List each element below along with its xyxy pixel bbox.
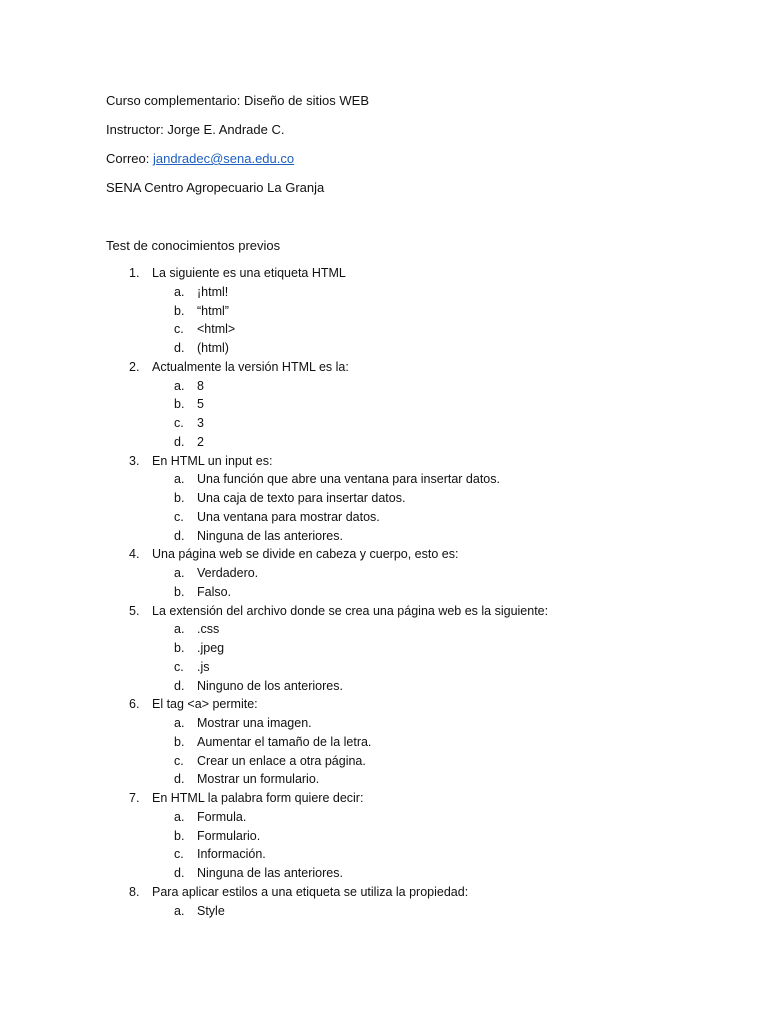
- answer-option: [0, 470, 768, 489]
- question-item: [0, 695, 768, 714]
- answer-option: [0, 564, 768, 583]
- question-text: El tag <a> permite:: [152, 697, 258, 712]
- option-letter: b.: [174, 584, 185, 599]
- answer-option: [0, 902, 768, 921]
- question-item: [0, 883, 768, 902]
- option-letter: b.: [174, 734, 185, 749]
- answer-option: [0, 583, 768, 602]
- option-letter: d.: [174, 434, 185, 449]
- option-letter: b.: [174, 828, 185, 843]
- option-letter: a.: [174, 809, 185, 824]
- option-letter: a.: [174, 903, 185, 918]
- question-number: 4.: [129, 547, 140, 562]
- option-letter: c.: [174, 847, 184, 862]
- option-letter: c.: [174, 659, 184, 674]
- option-letter: a.: [174, 472, 185, 487]
- question-number: 8.: [129, 884, 140, 899]
- course-title: Curso complementario: Diseño de sitios WEB: [106, 93, 369, 108]
- question-text: En HTML la palabra form quiere decir:: [152, 791, 364, 805]
- question-item: [0, 264, 768, 283]
- answer-option: [0, 770, 768, 789]
- answer-option: [0, 658, 768, 677]
- answer-option: [0, 527, 768, 546]
- question-item: [0, 602, 768, 621]
- option-letter: d.: [174, 866, 185, 880]
- question-text: En HTML un input es:: [152, 453, 273, 468]
- option-text: Información.: [197, 847, 266, 862]
- option-letter: d.: [174, 678, 185, 693]
- center-name: SENA Centro Agropecuario La Granja: [106, 180, 325, 195]
- option-text: .jpeg: [197, 641, 225, 655]
- option-letter: d.: [174, 341, 185, 355]
- option-text: “html”: [197, 303, 229, 318]
- option-text: Aumentar el tamaño de la letra.: [197, 734, 372, 749]
- option-letter: c.: [174, 416, 184, 430]
- email-label: Correo:: [106, 151, 153, 166]
- option-letter: b.: [174, 303, 185, 318]
- option-letter: c.: [174, 322, 184, 337]
- question-number: 5.: [129, 603, 140, 618]
- option-text: .css: [197, 622, 220, 637]
- question-item: [0, 789, 768, 808]
- answer-option: [0, 339, 768, 358]
- test-title: Test de conocimientos previos: [106, 238, 281, 253]
- question-number: 7.: [129, 791, 140, 805]
- question-item: [0, 452, 768, 471]
- answer-option: [0, 677, 768, 696]
- option-text: Ninguna de las anteriores.: [197, 866, 343, 880]
- answer-option: [0, 827, 768, 846]
- answer-option: [0, 733, 768, 752]
- question-text: La siguiente es una etiqueta HTML: [152, 266, 346, 280]
- question-text: Una página web se divide en cabeza y cuerpo, esto es:: [152, 547, 459, 562]
- answer-option: [0, 508, 768, 527]
- option-letter: a.: [174, 622, 185, 637]
- answer-option: [0, 864, 768, 883]
- option-letter: b.: [174, 491, 185, 505]
- answer-option: [0, 302, 768, 321]
- option-text: 2: [197, 434, 204, 449]
- question-number: 2.: [129, 359, 140, 374]
- question-number: 1.: [129, 266, 140, 280]
- question-number: 3.: [129, 453, 140, 468]
- option-text: Ninguna de las anteriores.: [197, 528, 343, 543]
- answer-option: [0, 808, 768, 827]
- option-text: Crear un enlace a otra página.: [197, 753, 366, 768]
- option-text: Ninguno de los anteriores.: [197, 678, 343, 693]
- answer-option: [0, 639, 768, 658]
- option-text: Una caja de texto para insertar datos.: [197, 491, 406, 505]
- option-letter: a.: [174, 378, 185, 393]
- answer-option: [0, 752, 768, 771]
- option-text: <html>: [197, 322, 236, 337]
- option-text: 3: [197, 416, 204, 430]
- option-text: (html): [197, 341, 229, 355]
- option-text: Una función que abre una ventana para insertar datos.: [197, 472, 500, 487]
- question-text: La extensión del archivo donde se crea una página web es la siguiente:: [152, 603, 549, 618]
- option-text: Mostrar una imagen.: [197, 716, 312, 730]
- option-letter: d.: [174, 528, 185, 543]
- option-letter: a.: [174, 566, 185, 580]
- option-text: 8: [197, 378, 204, 393]
- question-item: [0, 545, 768, 564]
- answer-option: [0, 395, 768, 414]
- question-text: Actualmente la versión HTML es la:: [152, 359, 349, 374]
- email-line: [106, 151, 294, 167]
- option-letter: c.: [174, 509, 184, 524]
- option-text: Mostrar un formulario.: [197, 772, 320, 787]
- answer-option: [0, 620, 768, 639]
- answer-option: [0, 489, 768, 508]
- instructor-line: Instructor: Jorge E. Andrade C.: [106, 122, 285, 137]
- option-letter: b.: [174, 641, 185, 655]
- question-list: [0, 264, 768, 920]
- option-text: Style: [197, 903, 225, 918]
- option-text: Formula.: [197, 809, 247, 824]
- option-text: Formulario.: [197, 828, 261, 843]
- question-text: Para aplicar estilos a una etiqueta se utiliza la propiedad:: [152, 884, 469, 899]
- question-item: [0, 358, 768, 377]
- answer-option: [0, 283, 768, 302]
- option-letter: a.: [174, 716, 185, 730]
- answer-option: [0, 320, 768, 339]
- option-text: Falso.: [197, 584, 232, 599]
- answer-option: [0, 845, 768, 864]
- option-text: 5: [197, 397, 204, 412]
- option-letter: d.: [174, 772, 185, 787]
- answer-option: [0, 433, 768, 452]
- answer-option: [0, 414, 768, 433]
- option-letter: b.: [174, 397, 185, 412]
- answer-option: [0, 377, 768, 396]
- answer-option: [0, 714, 768, 733]
- question-number: 6.: [129, 697, 140, 712]
- option-letter: c.: [174, 753, 184, 768]
- option-letter: a.: [174, 284, 185, 299]
- email-link[interactable]: jandradec@sena.edu.co: [152, 151, 295, 166]
- option-text: Verdadero.: [197, 566, 259, 580]
- option-text: Una ventana para mostrar datos.: [197, 509, 380, 524]
- option-text: .js: [197, 659, 210, 674]
- option-text: ¡html!: [197, 284, 229, 299]
